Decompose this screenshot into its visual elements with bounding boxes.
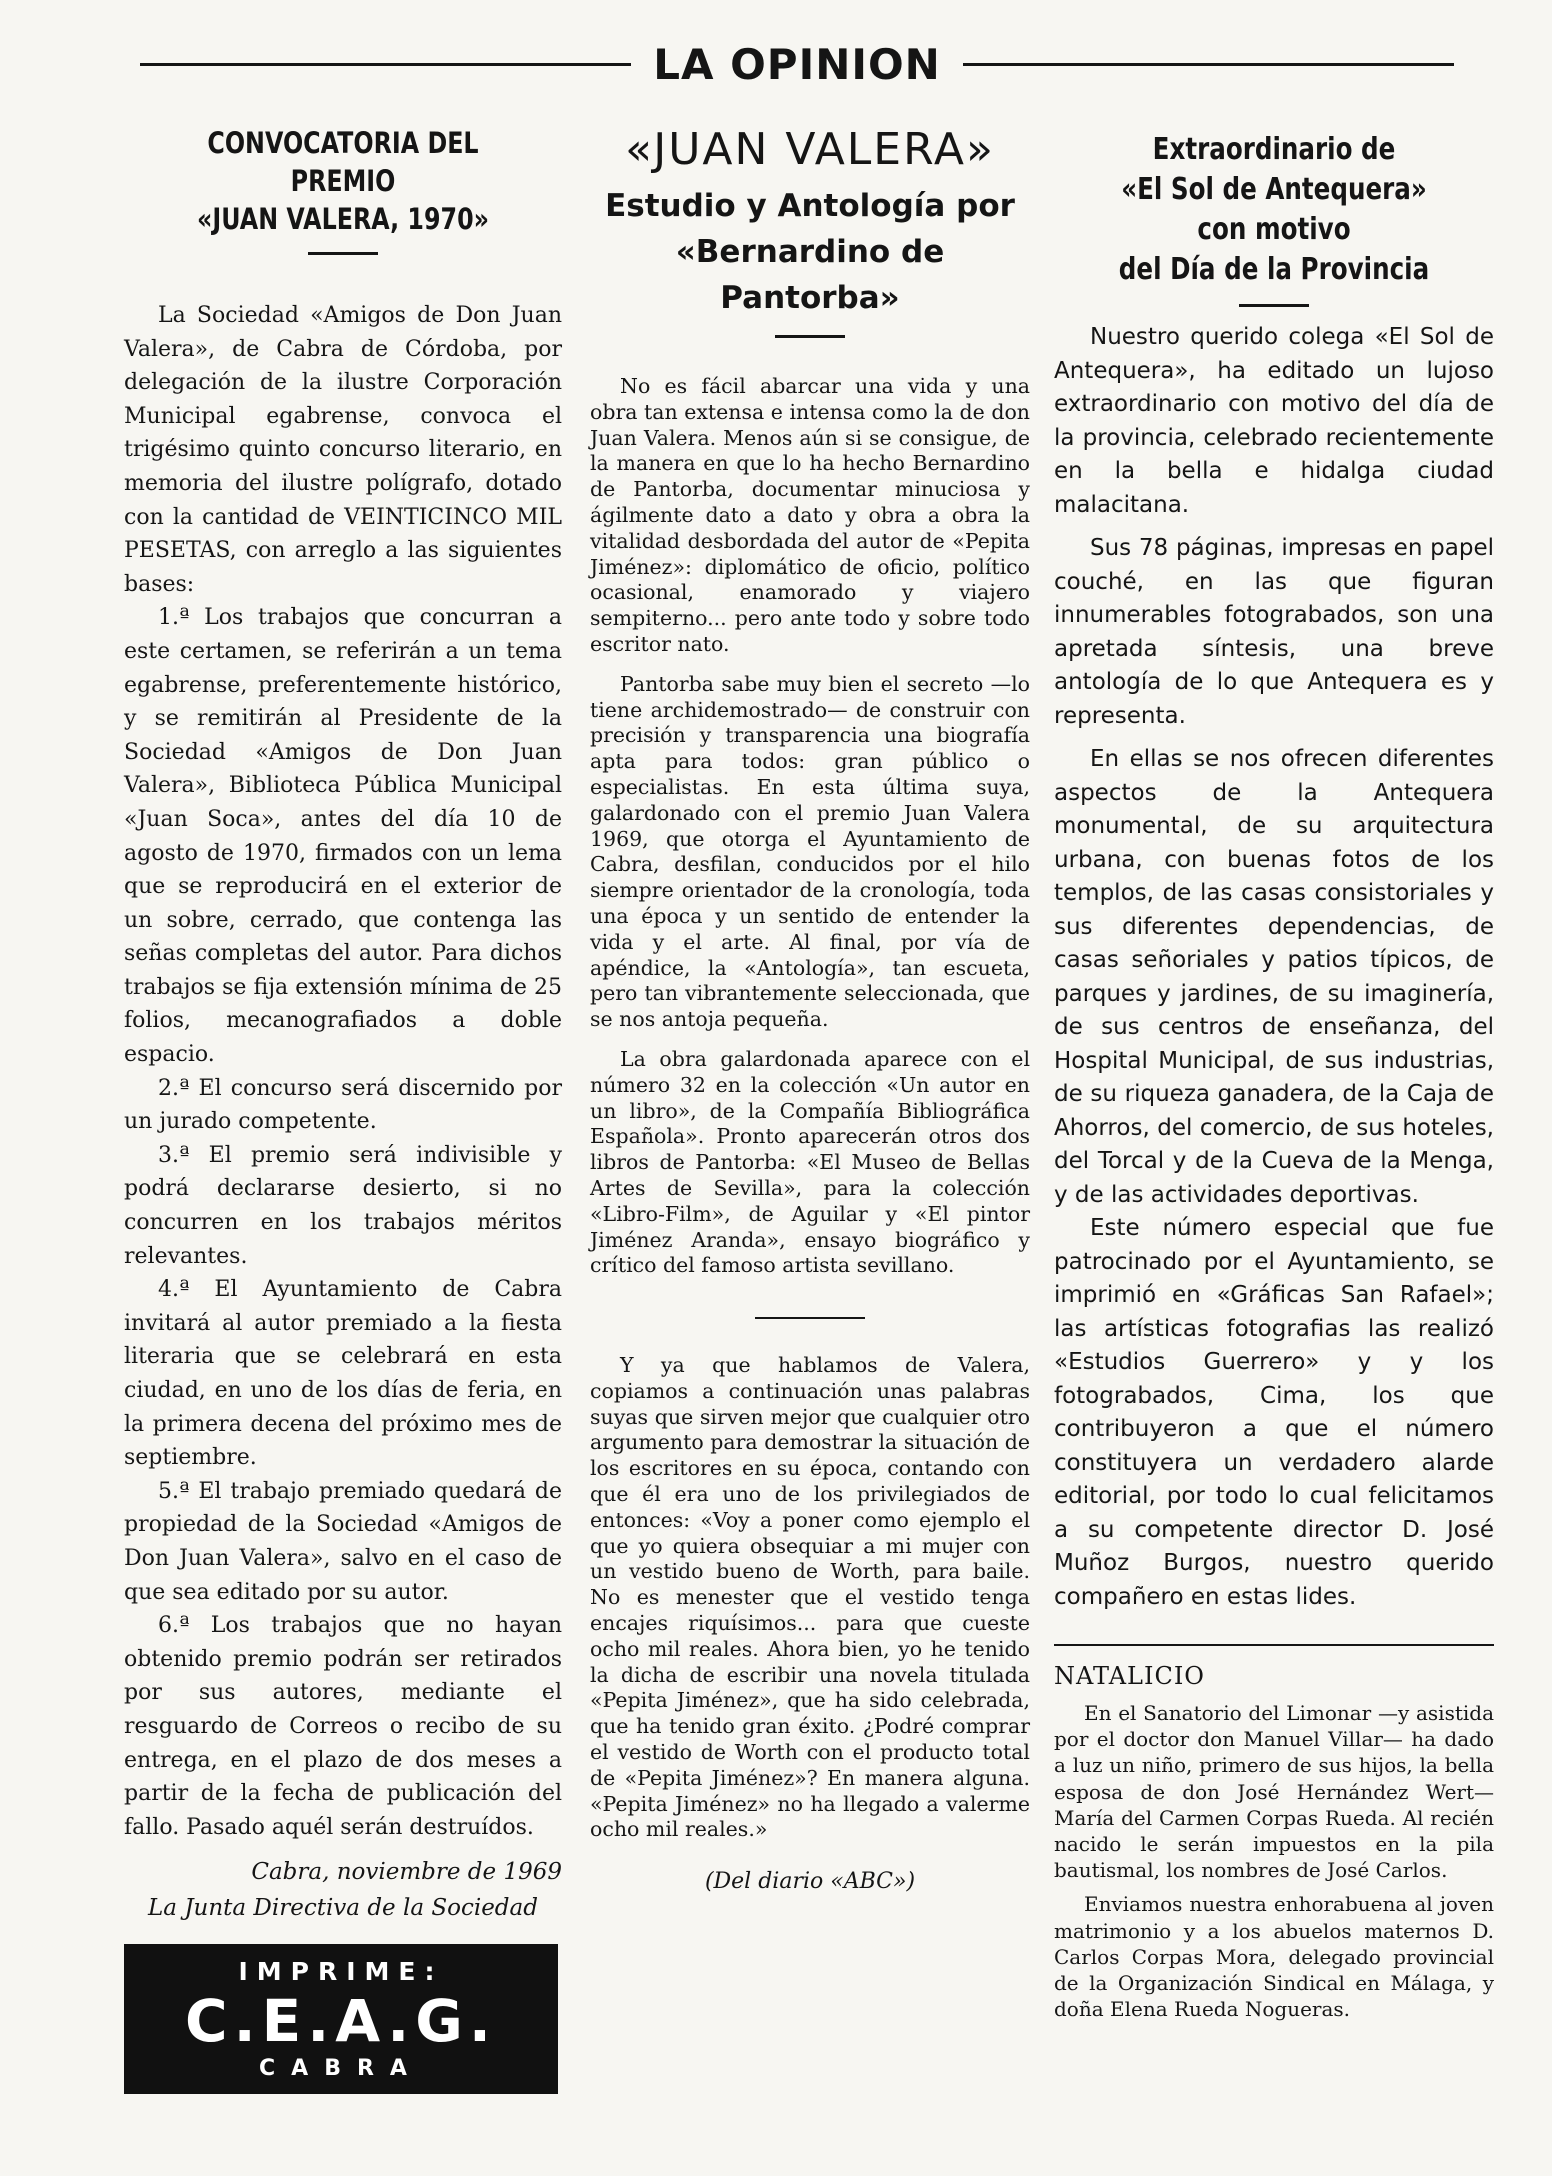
article-heading bbox=[163, 124, 522, 238]
heading-line: «JUAN VALERA, 1970» bbox=[197, 202, 489, 236]
column-juan-valera-review bbox=[590, 118, 1030, 1894]
paragraph: Nuestro querido colega «El Sol de Antequera», ha editado un lujoso extraordinario con motivo del día de la provincia, celebrado recientemente en la bella e hidalga ciudad malacitana. bbox=[1054, 324, 1494, 518]
column-premio-convocatoria bbox=[124, 118, 562, 2094]
paragraph: 5.ª El trabajo premiado quedará de propiedad de la Sociedad «Amigos de Don Juan Valera», salvo en el caso de que sea editado por su autor. bbox=[124, 1478, 562, 1605]
signature: La Junta Directiva de la Sociedad bbox=[148, 1895, 538, 1922]
section-label-natalicio: NATALICIO bbox=[1054, 1662, 1205, 1690]
paragraph: No es fácil abarcar una vida y una obra tan extensa e intensa como la de don Juan Valera. Menos aún si se consigue, de la manera en que lo ha hecho Bernardino de Pantorba, documentar minuciosa y ágilmente dato a dato y obra a obra la vitalidad desbordada del autor de «Pepita Jiménez»: diplomático de oficio, político ocasional, enamorado y viajero sempiterno... pero ante todo y sobre todo escritor nato. bbox=[590, 374, 1030, 656]
paragraph: La obra galardonada aparece con el número 32 en la colección «Un autor en un libro», de la Compañía Bibliográfica Española». Pronto aparecerán otros dos libros de Pantorba: «El Museo de Bellas Artes de Sevilla», para la colección «Libro-Film», de Aguilar y «El pintor Jiménez Aranda», ensayo biográfico y crítico del famoso artista sevillano. bbox=[590, 1046, 1030, 1278]
article-heading bbox=[1094, 130, 1455, 290]
paragraph: Pantorba sabe muy bien el secreto —lo tiene archidemostrado— de construir con precisión y transparencia una biografía apta para todos: gran público o especialistas. En esta última suya, galardonado con el premio Juan Valera 1969, que otorga el Ayuntamiento de Cabra, desfilan, conducidos por el hilo siempre orientador de la cronología, toda una época y un sentido de entender la vida y el arte. Al final, por vía de apéndice, la «Antología», tan escueta, pero tan vibrantemente seleccionada, que se nos antoja pequeña. bbox=[590, 671, 1030, 1032]
section-divider bbox=[1054, 1644, 1494, 1646]
heading-line: Extraordinario de bbox=[1152, 132, 1396, 167]
paragraph: Enviamos nuestra enhorabuena al joven matrimonio y a los abuelos maternos D. Carlos Corpas Mora, delegado provincial de la Organización Sindical en Málaga, y doña Elena Rueda Nogueras. bbox=[1054, 1892, 1494, 2022]
ad-logo-text: C.E.A.G. bbox=[185, 1987, 497, 2056]
paragraph: 2.ª El concurso será discernido por un jurado competente. bbox=[124, 1075, 562, 1135]
paragraph: 6.ª Los trabajos que no hayan obtenido premio podrán ser retirados por sus autores, mediante el resguardo de Correos o recibo de su entrega, en el plazo de dos meses a partir de la fecha de publicación del fallo. Pasado aquél serán destruídos. bbox=[124, 1613, 562, 1840]
printer-advertisement bbox=[124, 1944, 558, 2094]
paragraph: En ellas se nos ofrecen diferentes aspectos de la Antequera monumental, de su arquitectura urbana, con buenas fotos de los templos, de las casas consistoriales y sus diferentes dependencias, de casas señoriales y patios típicos, de parques y jardines, de su imaginería, de sus centros de enseñanza, del Hospital Municipal, de sus industrias, de su riqueza ganadera, de la Caja de Ahorros, del comercio, de sus hoteles, del Torcal y de la Cueva de la Menga, y de las actividades deportivas. bbox=[1054, 746, 1494, 1208]
source-credit: (Del diario «ABC») bbox=[704, 1869, 916, 1895]
article-title: «JUAN VALERA» bbox=[625, 124, 995, 175]
subtitle-line: Estudio y Antología por bbox=[605, 188, 1015, 224]
ad-line: CABRA bbox=[259, 2056, 423, 2082]
paragraph: 4.ª El Ayuntamiento de Cabra invitará al autor premiado a la fiesta literaria que se celebrará en esta ciudad, en uno de los días de feria, en la primera decena del próximo mes de septiembre. bbox=[124, 1277, 562, 1471]
paragraph: Este número especial que fue patrocinado por el Ayuntamiento, se imprimió en «Gráficas San Rafael»; las artísticas fotografias las realizó «Estudios Guerrero» y y los fotograbados, Cima, los que contribuyeron a que el número constituyera un verdadero alarde editorial, por todo lo cual felicitamos a su competente director D. José Muñoz Burgos, nuestro querido compañero en estas lides. bbox=[1054, 1215, 1494, 1610]
paragraph: Sus 78 páginas, impresas en papel couché, en las que figuran innumerables fotograbados, son una apretada síntesis, una breve antología de lo que Antequera es y representa. bbox=[1054, 535, 1494, 729]
paragraph: En el Sanatorio del Limonar —y asistida por el doctor don Manuel Villar— ha dado a luz un niño, primero de sus hijos, la bella esposa de don José Hernández Wert— María del Carmen Corpas Rueda. Al recién nacido le serán impuestos en la pila bautismal, los nombres de José Carlos. bbox=[1054, 1701, 1494, 1883]
heading-line: del Día de la Provincia bbox=[1118, 252, 1430, 287]
paragraph: La Sociedad «Amigos de Don Juan Valera», de Cabra de Córdoba, por delegación de la ilustre Corporación Municipal egabrense, convoca el trigésimo quinto concurso literario, en memoria del ilustre polígrafo, dotado con la cantidad de VEINTICINCO MIL PESETAS, con arreglo a las siguientes bases: bbox=[124, 303, 562, 597]
ad-line: IMPRIME: bbox=[238, 1957, 444, 1987]
heading-line: CONVOCATORIA DEL PREMIO bbox=[207, 126, 479, 198]
masthead bbox=[140, 36, 1454, 92]
dateline: Cabra, noviembre de 1969 bbox=[251, 1859, 562, 1886]
paragraph: 3.ª El premio será indivisible y podrá declararse desierto, si no concurren en los trabajos méritos relevantes. bbox=[124, 1142, 562, 1269]
article-subtitle bbox=[590, 183, 1030, 321]
paragraph: 1.ª Los trabajos que concurran a este certamen, se referirán a un tema egabrense, preferentemente histórico, y se remitirán al Presidente de la Sociedad «Amigos de Don Juan Valera», Biblioteca Pública Municipal «Juan Soca», antes del día 10 de agosto de 1970, firmados con un lema que se reproducirá en el exterior de un sobre, cerrado, que contenga las señas completas del autor. Para dichos trabajos se fija extensión mínima de 25 folios, mecanografiados a doble espacio. bbox=[124, 605, 562, 1068]
heading-line: «El Sol de Antequera» con motivo bbox=[1121, 172, 1427, 247]
section-divider bbox=[755, 1317, 865, 1319]
masthead-rule-right bbox=[963, 63, 1454, 66]
masthead-rule-left bbox=[140, 63, 631, 66]
column-sol-de-antequera bbox=[1054, 118, 1494, 2022]
page-title: LA OPINION bbox=[653, 39, 941, 89]
paragraph: Y ya que hablamos de Valera, copiamos a continuación unas palabras suyas que sirven mejor que cualquier otro argumento para demostrar la situación de los escritores en su época, contando con que él era uno de los privilegiados de entonces: «Voy a poner como ejemplo el que yo quiera obsequiar a mi mujer con un vestido bueno de Worth, para baile. No es menester que el vestido tenga encajes riquísimos... para que cueste ocho mil reales. Ahora bien, yo he tenido la dicha de escribir una novela titulada «Pepita Jiménez», que ha sido celebrada, que ha tenido gran éxito. ¿Podré comprar el vestido de Worth con el producto total de «Pepita Jiménez»? En manera alguna. «Pepita Jiménez» no ha llegado a valerme ocho mil reales.» bbox=[590, 1353, 1030, 1842]
subtitle-line: «Bernardino de Pantorba» bbox=[675, 234, 945, 316]
